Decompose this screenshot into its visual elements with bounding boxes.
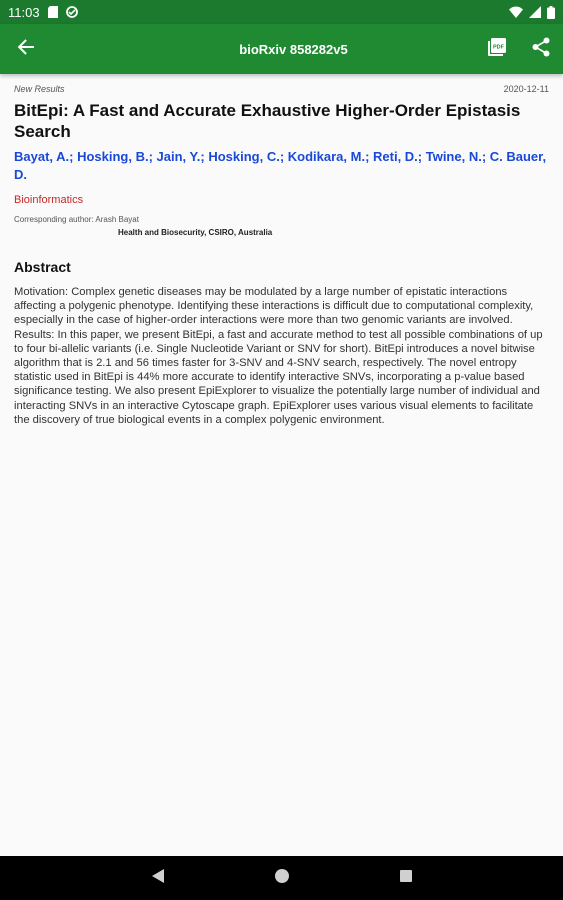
- status-time: 11:03: [8, 4, 40, 20]
- circle-home-icon: [274, 868, 290, 889]
- article-date: 2020-12-11: [503, 84, 549, 94]
- share-button[interactable]: [519, 24, 563, 74]
- share-icon: [532, 37, 550, 62]
- signal-icon: [529, 6, 541, 18]
- paper-title: BitEpi: A Fast and Accurate Exhaustive Higher-Order Epistasis Search: [14, 101, 521, 141]
- triangle-back-icon: [151, 868, 165, 889]
- status-bar: [0, 0, 563, 24]
- nav-back-button[interactable]: [146, 866, 170, 890]
- authors-text[interactable]: Bayat, A.; Hosking, B.; Jain, Y.; Hosking, C.; Kodikara, M.; Reti, D.; Twine, N.; C. Bauer, D.: [14, 149, 547, 182]
- article-meta: [14, 84, 549, 94]
- article-content: [0, 74, 563, 856]
- navigation-bar: [0, 856, 563, 900]
- nav-recents-button[interactable]: [394, 866, 418, 890]
- abstract-text: Motivation: Complex genetic diseases may be modulated by a large number of epistatic interactions affecting a polygenic phenotype. Identifying these interactions is difficult due to computational complexity, especially in the case of higher-order interactions were more than two genomic variants are involved. Results: In this paper, we present BitEpi, a fast and accurate method to test all possible combinations of up to four bi-allelic variants (i.e. Single Nucleotide Variant or SNV for short). BitEpi introduces a novel bitwise algorithm that is 2.1 and 56 times faster for 3-SNV and 4-SNV search, respectively. The novel entropy statistic used in BitEpi is 44% more accurate to identify interactive SNVs, incorporating a p-value based significance testing. We also present EpiExplorer to visualize the potentially large number of individual and interacting SNVs in an interactive Cytoscape graph. EpiExplorer uses various visual elements to facilitate the discovery of true biological events in a complex polygenic environment.: [14, 286, 543, 426]
- corresponding-author: Corresponding author: Arash Bayat: [14, 215, 139, 224]
- article-type: New Results: [14, 84, 65, 94]
- category-link[interactable]: Bioinformatics: [14, 194, 84, 206]
- battery-icon: [547, 6, 555, 19]
- nav-home-button[interactable]: [270, 866, 294, 890]
- back-button[interactable]: [0, 24, 52, 74]
- author-list[interactable]: [14, 148, 549, 184]
- sync-icon: [66, 6, 78, 18]
- wifi-icon: [509, 6, 523, 18]
- app-bar: [0, 24, 563, 74]
- pdf-button[interactable]: [475, 24, 519, 74]
- app-bar-title: bioRxiv 858282v5: [239, 41, 348, 57]
- pdf-icon: [487, 37, 507, 62]
- arrow-back-icon: [17, 38, 35, 61]
- square-recents-icon: [399, 869, 413, 888]
- abstract-heading: Abstract: [14, 259, 71, 275]
- svg-text:PDF: PDF: [493, 43, 504, 50]
- sd-card-icon: [48, 6, 58, 18]
- affiliation: Health and Biosecurity, CSIRO, Australia: [118, 228, 273, 237]
